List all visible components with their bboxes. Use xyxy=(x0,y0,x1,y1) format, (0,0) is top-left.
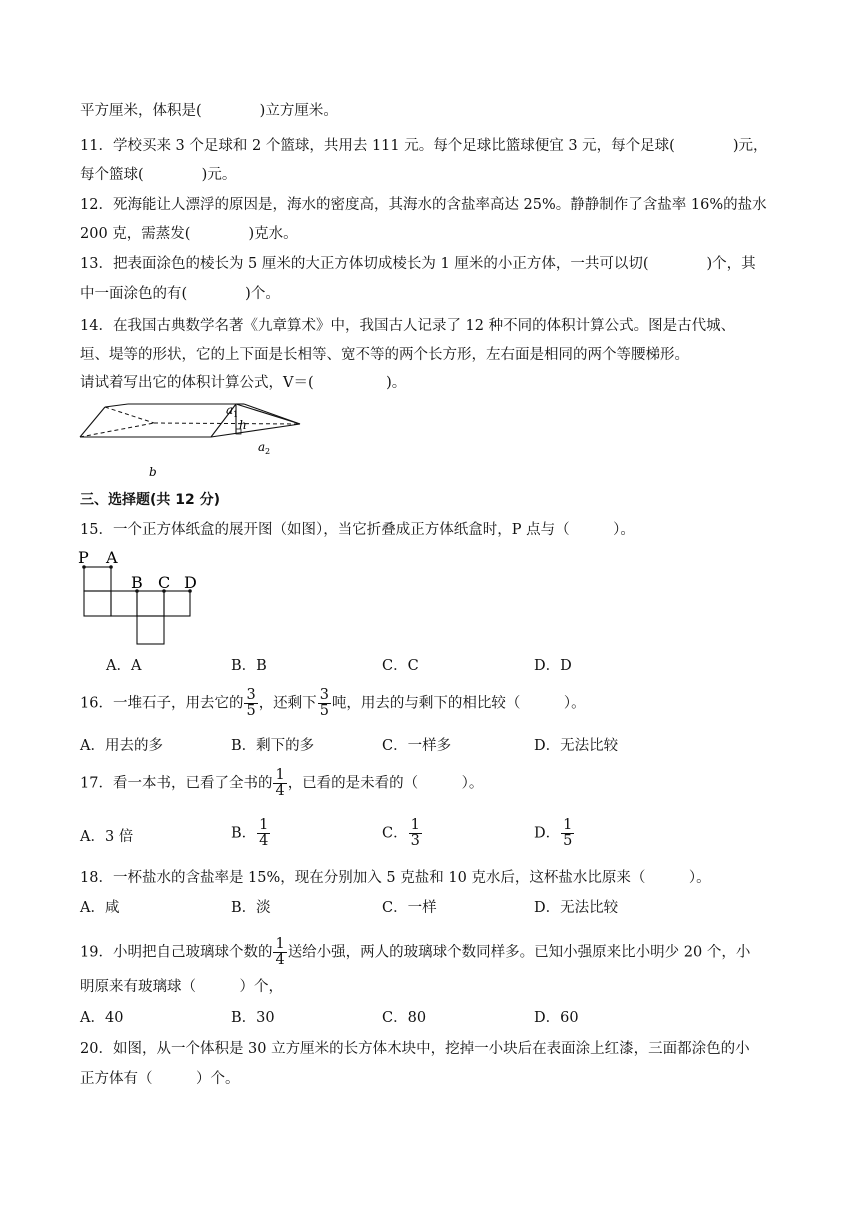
q19-line1 xyxy=(80,937,750,968)
q17-option-b-label: B． xyxy=(231,825,257,842)
q17-option-a[interactable]: A．3 倍 xyxy=(80,829,134,845)
label-a1-sub: 1 xyxy=(233,410,239,419)
q19-frac-den: 4 xyxy=(275,952,285,968)
q19-option-d[interactable]: D．60 xyxy=(534,1010,579,1026)
q14-line3: 请试着写出它的体积计算公式，V＝( )。 xyxy=(80,375,407,391)
q18-option-b[interactable]: B．淡 xyxy=(231,900,271,916)
q18-text: 18．一杯盐水的含盐率是 15%，现在分别加入 5 克盐和 10 克水后，这杯盐水比原来（ ）。 xyxy=(80,870,711,886)
q16-option-b[interactable]: B．剩下的多 xyxy=(231,738,315,754)
q19-option-b[interactable]: B．30 xyxy=(231,1010,275,1026)
q17-option-c[interactable] xyxy=(382,818,423,849)
q17-optb-den: 4 xyxy=(259,833,269,849)
label-a2-sub: 2 xyxy=(265,447,271,456)
q17-optc-num: 1 xyxy=(410,817,420,833)
net-label-c: C xyxy=(158,573,171,592)
q11-line2: 每个篮球( )元。 xyxy=(80,167,237,183)
q19-option-c[interactable]: C．80 xyxy=(382,1010,427,1026)
q15-cube-net xyxy=(76,546,206,648)
q11-line1: 11．学校买来 3 个足球和 2 个篮球，共用去 111 元。每个足球比篮球便宜 3 元，每个足球( )元， xyxy=(80,138,768,154)
q20-line1: 20．如图，从一个体积是 30 立方厘米的长方体木块中，挖掉一小块后在表面涂上红漆，三面都涂色的小 xyxy=(80,1041,750,1057)
q13-line2: 中一面涂色的有( )个。 xyxy=(80,286,280,302)
q16-frac2-den: 5 xyxy=(319,703,329,719)
q18-option-a[interactable]: A．咸 xyxy=(80,900,120,916)
q12-line1: 12．死海能让人漂浮的原因是，海水的密度高，其海水的含盐率高达 25%。静静制作了含盐率 16%的盐水 xyxy=(80,197,767,213)
q12-line2: 200 克，需蒸发( )克水。 xyxy=(80,226,298,242)
label-a1: a xyxy=(226,403,234,417)
q16-frac2-num: 3 xyxy=(319,687,329,703)
q15-option-d[interactable]: D．D xyxy=(534,658,572,674)
q14-line1: 14．在我国古典数学名著《九章算术》中，我国古人记录了 12 种不同的体积计算公式。图是古代城、 xyxy=(80,318,736,334)
q16-option-c[interactable]: C．一样多 xyxy=(382,738,452,754)
q17-frac-num: 1 xyxy=(275,767,285,783)
net-label-b: B xyxy=(131,573,143,592)
q18-option-c[interactable]: C．一样 xyxy=(382,900,437,916)
label-a2: a xyxy=(258,440,266,454)
q16-option-d[interactable]: D．无法比较 xyxy=(534,738,619,754)
section-3-title: 三、选择题(共 12 分) xyxy=(80,492,221,508)
q17-optc-den: 3 xyxy=(410,833,420,849)
q17-fraction xyxy=(273,768,286,799)
q16-option-a[interactable]: A．用去的多 xyxy=(80,738,163,754)
q15-option-c[interactable]: C．C xyxy=(382,658,419,674)
q14-prism-lines xyxy=(76,396,308,482)
q19-line2: 明原来有玻璃球（ ）个， xyxy=(80,979,283,995)
q17-option-b-fraction xyxy=(257,818,270,849)
label-h: h xyxy=(239,418,247,432)
q17-option-c-fraction xyxy=(409,818,422,849)
q19-frac-num: 1 xyxy=(275,936,285,952)
q17-option-c-label: C． xyxy=(382,825,408,842)
q16-suffix: 吨，用去的与剩下的相比较（ ）。 xyxy=(331,695,586,712)
q13-line1: 13．把表面涂色的棱长为 5 厘米的大正方体切成棱长为 1 厘米的小正方体，一共可以切( )个，其 xyxy=(80,256,756,272)
q19-fraction xyxy=(273,937,286,968)
q17-optd-num: 1 xyxy=(563,817,573,833)
q16-prefix: 16．一堆石子，用去它的 xyxy=(80,695,244,712)
net-label-a: A xyxy=(106,548,118,567)
q16-middle: ，还剩下 xyxy=(258,695,317,712)
q17-option-d-label: D． xyxy=(534,825,561,842)
q17-optb-num: 1 xyxy=(259,817,269,833)
q17-optd-den: 5 xyxy=(563,833,573,849)
q17-option-d-fraction xyxy=(561,818,574,849)
q19-option-a[interactable]: A．40 xyxy=(80,1010,124,1026)
q15-option-b[interactable]: B．B xyxy=(231,658,267,674)
q17-option-b[interactable] xyxy=(231,818,271,849)
q15-option-a[interactable]: A．A xyxy=(106,658,142,674)
q16-frac1-den: 5 xyxy=(246,703,256,719)
net-label-d: D xyxy=(184,573,197,592)
q20-line2: 正方体有（ ）个。 xyxy=(80,1071,240,1087)
q18-option-d[interactable]: D．无法比较 xyxy=(534,900,619,916)
q16-fraction-1 xyxy=(244,688,257,719)
q17-prefix: 17．看一本书，已看了全书的 xyxy=(80,775,273,792)
q16-fraction-2 xyxy=(318,688,331,719)
q17-option-d[interactable] xyxy=(534,818,575,849)
q14-line2: 垣、堤等的形状，它的上下面是长相等、宽不等的两个长方形，左右面是相同的两个等腰梯形。 xyxy=(80,347,689,363)
q19-prefix: 19．小明把自己玻璃球个数的 xyxy=(80,944,273,961)
q17-suffix: ，已看的是未看的（ ）。 xyxy=(287,775,484,792)
q17-text xyxy=(80,768,483,799)
q15-text: 15．一个正方体纸盒的展开图（如图），当它折叠成正方体纸盒时，P 点与（ ）。 xyxy=(80,522,635,538)
q19-suffix: 送给小强，两人的玻璃球个数同样多。已知小强原来比小明少 20 个，小 xyxy=(287,944,751,961)
label-b: b xyxy=(149,465,157,479)
net-label-p: P xyxy=(78,548,89,567)
q10-tail: 平方厘米，体积是( )立方厘米。 xyxy=(80,103,338,119)
q16-frac1-num: 3 xyxy=(246,687,256,703)
q16-text xyxy=(80,688,586,719)
q17-frac-den: 4 xyxy=(275,783,285,799)
